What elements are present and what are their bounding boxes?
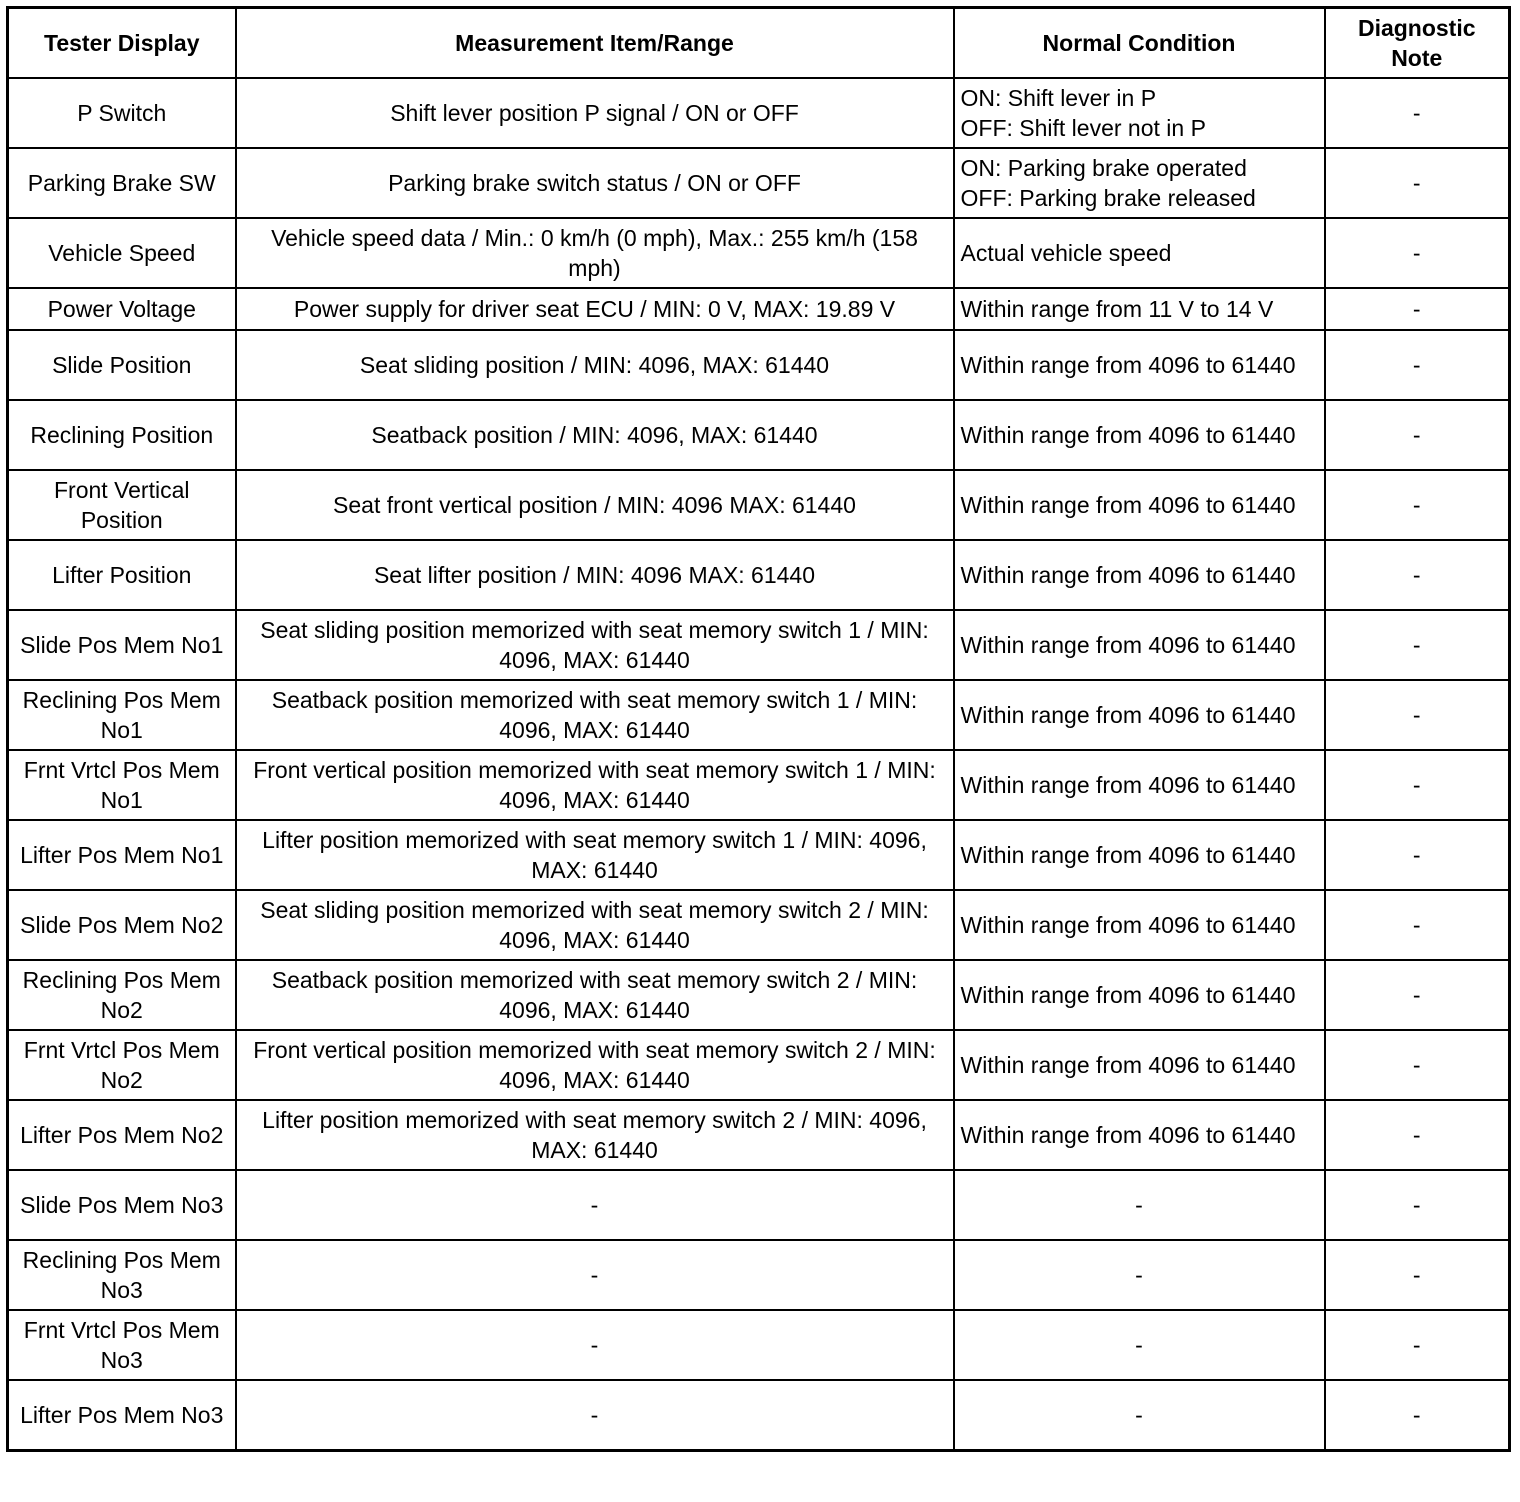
table-row: [8, 1170, 1510, 1240]
tester-display-cell: Reclining Pos Mem No3: [8, 1240, 236, 1310]
tester-display-cell: Parking Brake SW: [8, 148, 236, 218]
table-row: [8, 470, 1510, 540]
table-row: [8, 1030, 1510, 1100]
header-normal-condition: Normal Condition: [954, 8, 1325, 79]
tester-display-cell: Reclining Pos Mem No2: [8, 960, 236, 1030]
normal-condition-cell: Within range from 4096 to 61440: [954, 610, 1325, 680]
diagnostic-note-cell: -: [1325, 890, 1510, 960]
measurement-cell: Seatback position / MIN: 4096, MAX: 61440: [236, 400, 954, 470]
tester-display-cell: Frnt Vrtcl Pos Mem No3: [8, 1310, 236, 1380]
normal-condition-cell: Within range from 4096 to 61440: [954, 890, 1325, 960]
table-row: [8, 218, 1510, 288]
normal-condition-cell: Within range from 4096 to 61440: [954, 330, 1325, 400]
tester-display-cell: Slide Pos Mem No3: [8, 1170, 236, 1240]
measurement-cell: -: [236, 1240, 954, 1310]
normal-condition-cell: ON: Shift lever in P OFF: Shift lever not in P: [954, 78, 1325, 148]
diagnostic-note-cell: -: [1325, 960, 1510, 1030]
measurement-cell: Power supply for driver seat ECU / MIN: 0 V, MAX: 19.89 V: [236, 288, 954, 330]
measurement-cell: Seatback position memorized with seat memory switch 2 / MIN: 4096, MAX: 61440: [236, 960, 954, 1030]
normal-condition-cell: Within range from 4096 to 61440: [954, 680, 1325, 750]
table-row: [8, 820, 1510, 890]
diagnostic-note-cell: -: [1325, 218, 1510, 288]
normal-condition-cell: ON: Parking brake operated OFF: Parking brake released: [954, 148, 1325, 218]
diagnostic-note-cell: -: [1325, 1030, 1510, 1100]
normal-condition-cell: -: [954, 1310, 1325, 1380]
normal-condition-cell: Within range from 4096 to 61440: [954, 400, 1325, 470]
data-list-table-container: [6, 6, 1511, 1452]
measurement-cell: Seatback position memorized with seat memory switch 1 / MIN: 4096, MAX: 61440: [236, 680, 954, 750]
normal-condition-cell: Within range from 4096 to 61440: [954, 1100, 1325, 1170]
header-measurement-item-range: Measurement Item/Range: [236, 8, 954, 79]
table-row: [8, 148, 1510, 218]
measurement-cell: Front vertical position memorized with seat memory switch 1 / MIN: 4096, MAX: 61440: [236, 750, 954, 820]
tester-display-cell: Slide Pos Mem No2: [8, 890, 236, 960]
data-list-table: [6, 6, 1511, 1452]
normal-condition-cell: Within range from 4096 to 61440: [954, 540, 1325, 610]
table-row: [8, 540, 1510, 610]
table-body: [8, 78, 1510, 1451]
normal-condition-cell: Within range from 4096 to 61440: [954, 960, 1325, 1030]
normal-condition-cell: -: [954, 1170, 1325, 1240]
header-tester-display: Tester Display: [8, 8, 236, 79]
tester-display-cell: Lifter Position: [8, 540, 236, 610]
diagnostic-note-cell: -: [1325, 330, 1510, 400]
diagnostic-note-cell: -: [1325, 680, 1510, 750]
tester-display-cell: Slide Position: [8, 330, 236, 400]
table-row: [8, 1100, 1510, 1170]
diagnostic-note-cell: -: [1325, 148, 1510, 218]
table-row: [8, 680, 1510, 750]
measurement-cell: Lifter position memorized with seat memory switch 2 / MIN: 4096, MAX: 61440: [236, 1100, 954, 1170]
diagnostic-note-cell: -: [1325, 750, 1510, 820]
measurement-cell: Seat sliding position memorized with seat memory switch 2 / MIN: 4096, MAX: 61440: [236, 890, 954, 960]
measurement-cell: Seat front vertical position / MIN: 4096 MAX: 61440: [236, 470, 954, 540]
measurement-cell: Parking brake switch status / ON or OFF: [236, 148, 954, 218]
table-row: [8, 400, 1510, 470]
normal-condition-cell: Within range from 4096 to 61440: [954, 1030, 1325, 1100]
diagnostic-note-cell: -: [1325, 470, 1510, 540]
header-diagnostic-note: Diagnostic Note: [1325, 8, 1510, 79]
diagnostic-note-cell: -: [1325, 78, 1510, 148]
normal-condition-cell: Actual vehicle speed: [954, 218, 1325, 288]
table-row: [8, 960, 1510, 1030]
tester-display-cell: Reclining Pos Mem No1: [8, 680, 236, 750]
measurement-cell: -: [236, 1380, 954, 1451]
measurement-cell: Lifter position memorized with seat memory switch 1 / MIN: 4096, MAX: 61440: [236, 820, 954, 890]
table-row: [8, 890, 1510, 960]
normal-condition-cell: -: [954, 1240, 1325, 1310]
normal-condition-cell: -: [954, 1380, 1325, 1451]
measurement-cell: Shift lever position P signal / ON or OFF: [236, 78, 954, 148]
measurement-cell: -: [236, 1170, 954, 1240]
tester-display-cell: Power Voltage: [8, 288, 236, 330]
tester-display-cell: Lifter Pos Mem No1: [8, 820, 236, 890]
table-row: [8, 750, 1510, 820]
tester-display-cell: Slide Pos Mem No1: [8, 610, 236, 680]
table-row: [8, 610, 1510, 680]
table-row: [8, 1240, 1510, 1310]
table-row: [8, 1380, 1510, 1451]
measurement-cell: Vehicle speed data / Min.: 0 km/h (0 mph), Max.: 255 km/h (158 mph): [236, 218, 954, 288]
normal-condition-cell: Within range from 4096 to 61440: [954, 470, 1325, 540]
diagnostic-note-cell: -: [1325, 1240, 1510, 1310]
table-row: [8, 330, 1510, 400]
tester-display-cell: P Switch: [8, 78, 236, 148]
table-row: [8, 78, 1510, 148]
diagnostic-note-cell: -: [1325, 610, 1510, 680]
table-header-row: [8, 8, 1510, 79]
diagnostic-note-cell: -: [1325, 1380, 1510, 1451]
tester-display-cell: Frnt Vrtcl Pos Mem No2: [8, 1030, 236, 1100]
tester-display-cell: Front Vertical Position: [8, 470, 236, 540]
normal-condition-cell: Within range from 4096 to 61440: [954, 820, 1325, 890]
measurement-cell: Front vertical position memorized with seat memory switch 2 / MIN: 4096, MAX: 61440: [236, 1030, 954, 1100]
measurement-cell: Seat sliding position / MIN: 4096, MAX: 61440: [236, 330, 954, 400]
table-row: [8, 288, 1510, 330]
tester-display-cell: Lifter Pos Mem No3: [8, 1380, 236, 1451]
measurement-cell: Seat sliding position memorized with seat memory switch 1 / MIN: 4096, MAX: 61440: [236, 610, 954, 680]
tester-display-cell: Lifter Pos Mem No2: [8, 1100, 236, 1170]
table-row: [8, 1310, 1510, 1380]
tester-display-cell: Reclining Position: [8, 400, 236, 470]
diagnostic-note-cell: -: [1325, 288, 1510, 330]
diagnostic-note-cell: -: [1325, 400, 1510, 470]
normal-condition-cell: Within range from 11 V to 14 V: [954, 288, 1325, 330]
diagnostic-note-cell: -: [1325, 1310, 1510, 1380]
diagnostic-note-cell: -: [1325, 1170, 1510, 1240]
measurement-cell: -: [236, 1310, 954, 1380]
diagnostic-note-cell: -: [1325, 820, 1510, 890]
normal-condition-cell: Within range from 4096 to 61440: [954, 750, 1325, 820]
diagnostic-note-cell: -: [1325, 1100, 1510, 1170]
diagnostic-note-cell: -: [1325, 540, 1510, 610]
measurement-cell: Seat lifter position / MIN: 4096 MAX: 61440: [236, 540, 954, 610]
tester-display-cell: Frnt Vrtcl Pos Mem No1: [8, 750, 236, 820]
tester-display-cell: Vehicle Speed: [8, 218, 236, 288]
